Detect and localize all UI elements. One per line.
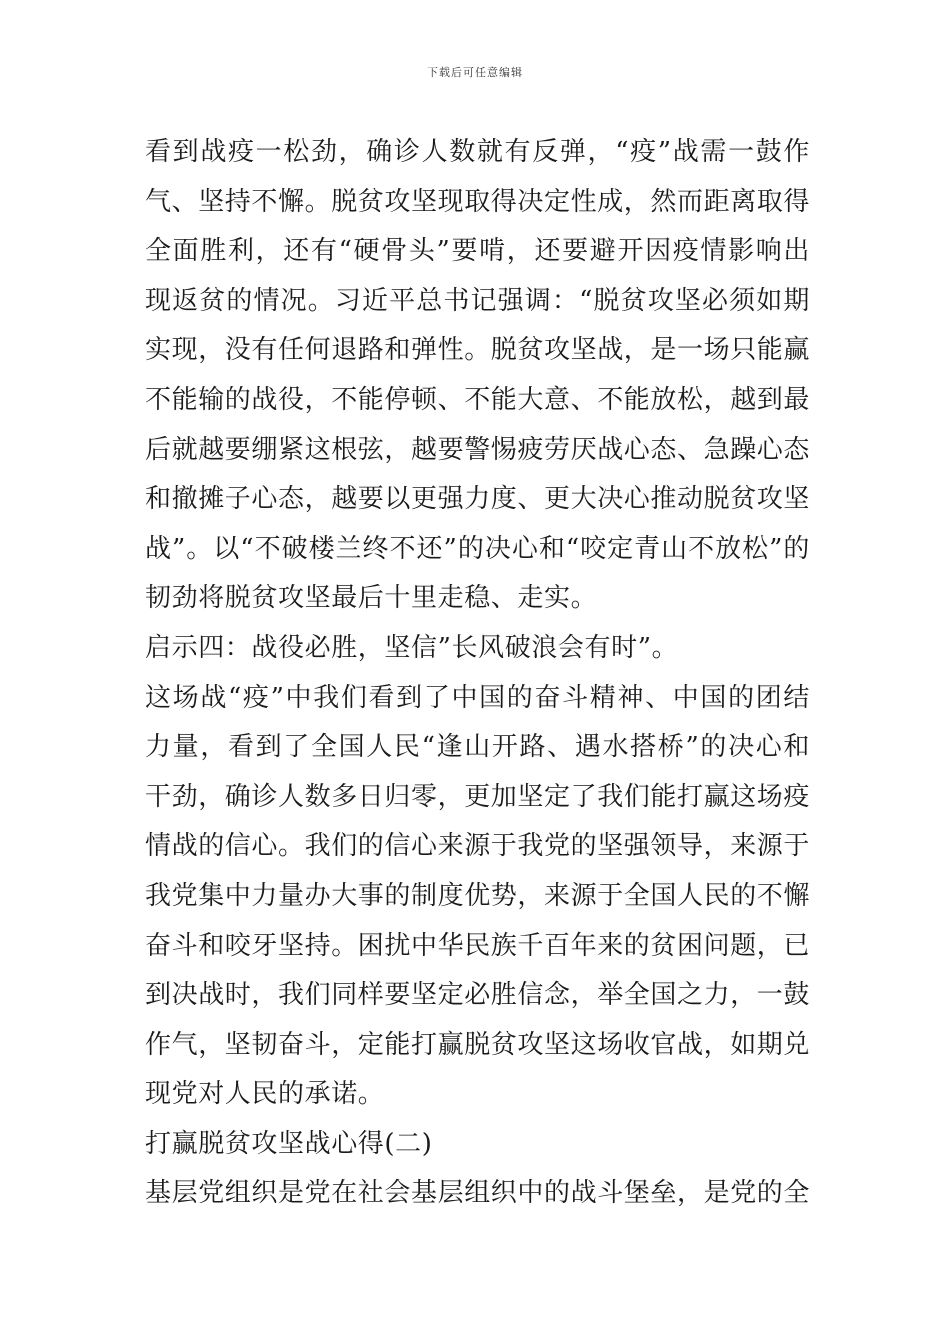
document-body bbox=[145, 128, 810, 1219]
paragraph-grassroots: 基层党组织是党在社会基层组织中的战斗堡垒，是党的全 bbox=[145, 1178, 811, 1209]
section-heading-insight-four: 启示四：战役必胜，坚信”长风破浪会有时”。 bbox=[145, 632, 679, 663]
section-heading-part-two: 打赢脱贫攻坚战心得(二) bbox=[145, 1128, 433, 1159]
paragraph-closing-argument: 看到战疫一松劲，确诊人数就有反弹，“疫”战需一鼓作气、坚持不懈。脱贫攻坚现取得决定性成，然而距离取得全面胜利，还有“硬骨头”要啃，还要避开因疫情影响出现返贫的情况。习近平总书记强调：“脱贫攻坚必须如期实现，没有任何退路和弹性。脱贫攻坚战，是一场只能赢不能输的战役，不能停顿、不能大意、不能放松，越到最后就越要绷紧这根弦，越要警惕疲劳厌战心态、急躁心态和撤摊子心态，越要以更强力度、更大决心推动脱贫攻坚战”。以“不破楼兰终不还”的决心和“咬定青山不放松”的韧劲将脱贫攻坚最后十里走稳、走实。 bbox=[145, 137, 811, 614]
paragraph-confidence: 这场战“疫”中我们看到了中国的奋斗精神、中国的团结力量，看到了全国人民“逢山开路、遇水搭桥”的决心和干劲，确诊人数多日归零，更加坚定了我们能打赢这场疫情战的信心。我们的信心来源于我党的坚强领导，来源于我党集中力量办大事的制度优势，来源于全国人民的不懈奋斗和咬牙坚持。困扰中华民族千百年来的贫困问题，已到决战时，我们同样要坚定必胜信念，举全国之力，一鼓作气，坚韧奋斗，定能打赢脱贫攻坚这场收官战，如期兑现党对人民的承诺。 bbox=[145, 682, 811, 1110]
page-header-note: 下载后可任意编辑 bbox=[427, 66, 523, 79]
